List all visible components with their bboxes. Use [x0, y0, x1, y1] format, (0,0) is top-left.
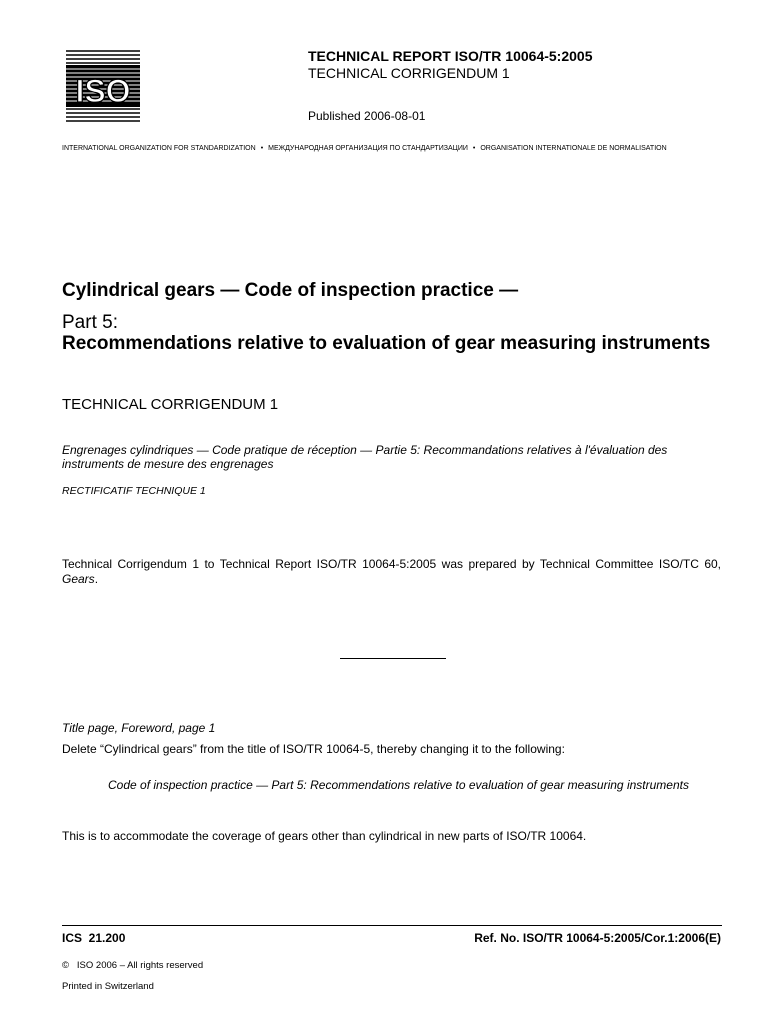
preparation-paragraph: [62, 557, 721, 587]
iso-logo: [64, 47, 142, 125]
reference-number: Ref. No. ISO/TR 10064-5:2005/Cor.1:2006(E): [474, 931, 721, 945]
iso-logo-text: ISO: [75, 73, 131, 109]
bullet-separator: •: [260, 145, 264, 152]
committee-name: Gears: [62, 572, 95, 586]
corrigendum-label: TECHNICAL CORRIGENDUM 1: [62, 396, 279, 413]
org-name-ru: МЕЖДУНАРОДНАЯ ОРГАНИЗАЦИЯ ПО СТАНДАРТИЗАЦИИ: [268, 145, 468, 152]
part-label: Part 5:: [62, 312, 118, 333]
copyright-notice: © ISO 2006 – All rights reserved: [62, 960, 204, 971]
published-date: Published 2006-08-01: [308, 109, 426, 123]
french-rectificatif: RECTIFICATIF TECHNIQUE 1: [62, 485, 206, 497]
footer-rule: [62, 925, 722, 926]
prep-end: .: [94, 572, 99, 586]
ics-code: ICS 21.200: [62, 931, 126, 945]
change-instruction: Delete “Cylindrical gears” from the title of ISO/TR 10064-5, thereby changing it to the following:: [62, 742, 565, 756]
change-location: Title page, Foreword, page 1: [62, 721, 216, 735]
org-name-fr: ORGANISATION INTERNATIONALE DE NORMALISATION: [480, 145, 667, 152]
rationale-text: This is to accommodate the coverage of gears other than cylindrical in new parts of ISO/TR 10064.: [62, 829, 587, 843]
printed-notice: Printed in Switzerland: [62, 981, 154, 992]
bullet-separator: •: [472, 145, 476, 152]
report-title: TECHNICAL REPORT ISO/TR 10064-5:2005: [308, 48, 593, 64]
report-corrigendum: TECHNICAL CORRIGENDUM 1: [308, 65, 510, 81]
french-title: Engrenages cylindriques — Code pratique de réception — Partie 5: Recommandations relatives à l'évaluation des instruments de mesure des engrenages: [62, 443, 668, 471]
document-title: Cylindrical gears — Code of inspection practice —: [62, 280, 519, 301]
part-title: Recommendations relative to evaluation of gear measuring instruments: [62, 333, 711, 354]
prep-text: Technical Corrigendum 1 to Technical Report ISO/TR 10064-5:2005 was prepared by Technical Committee ISO/TC 60,: [62, 557, 721, 571]
organization-line: [62, 145, 722, 152]
new-title-quote: Code of inspection practice — Part 5: Recommendations relative to evaluation of gear measuring instruments: [108, 778, 689, 792]
org-name-en: INTERNATIONAL ORGANIZATION FOR STANDARDIZATION: [62, 145, 256, 152]
section-separator: [340, 658, 446, 659]
